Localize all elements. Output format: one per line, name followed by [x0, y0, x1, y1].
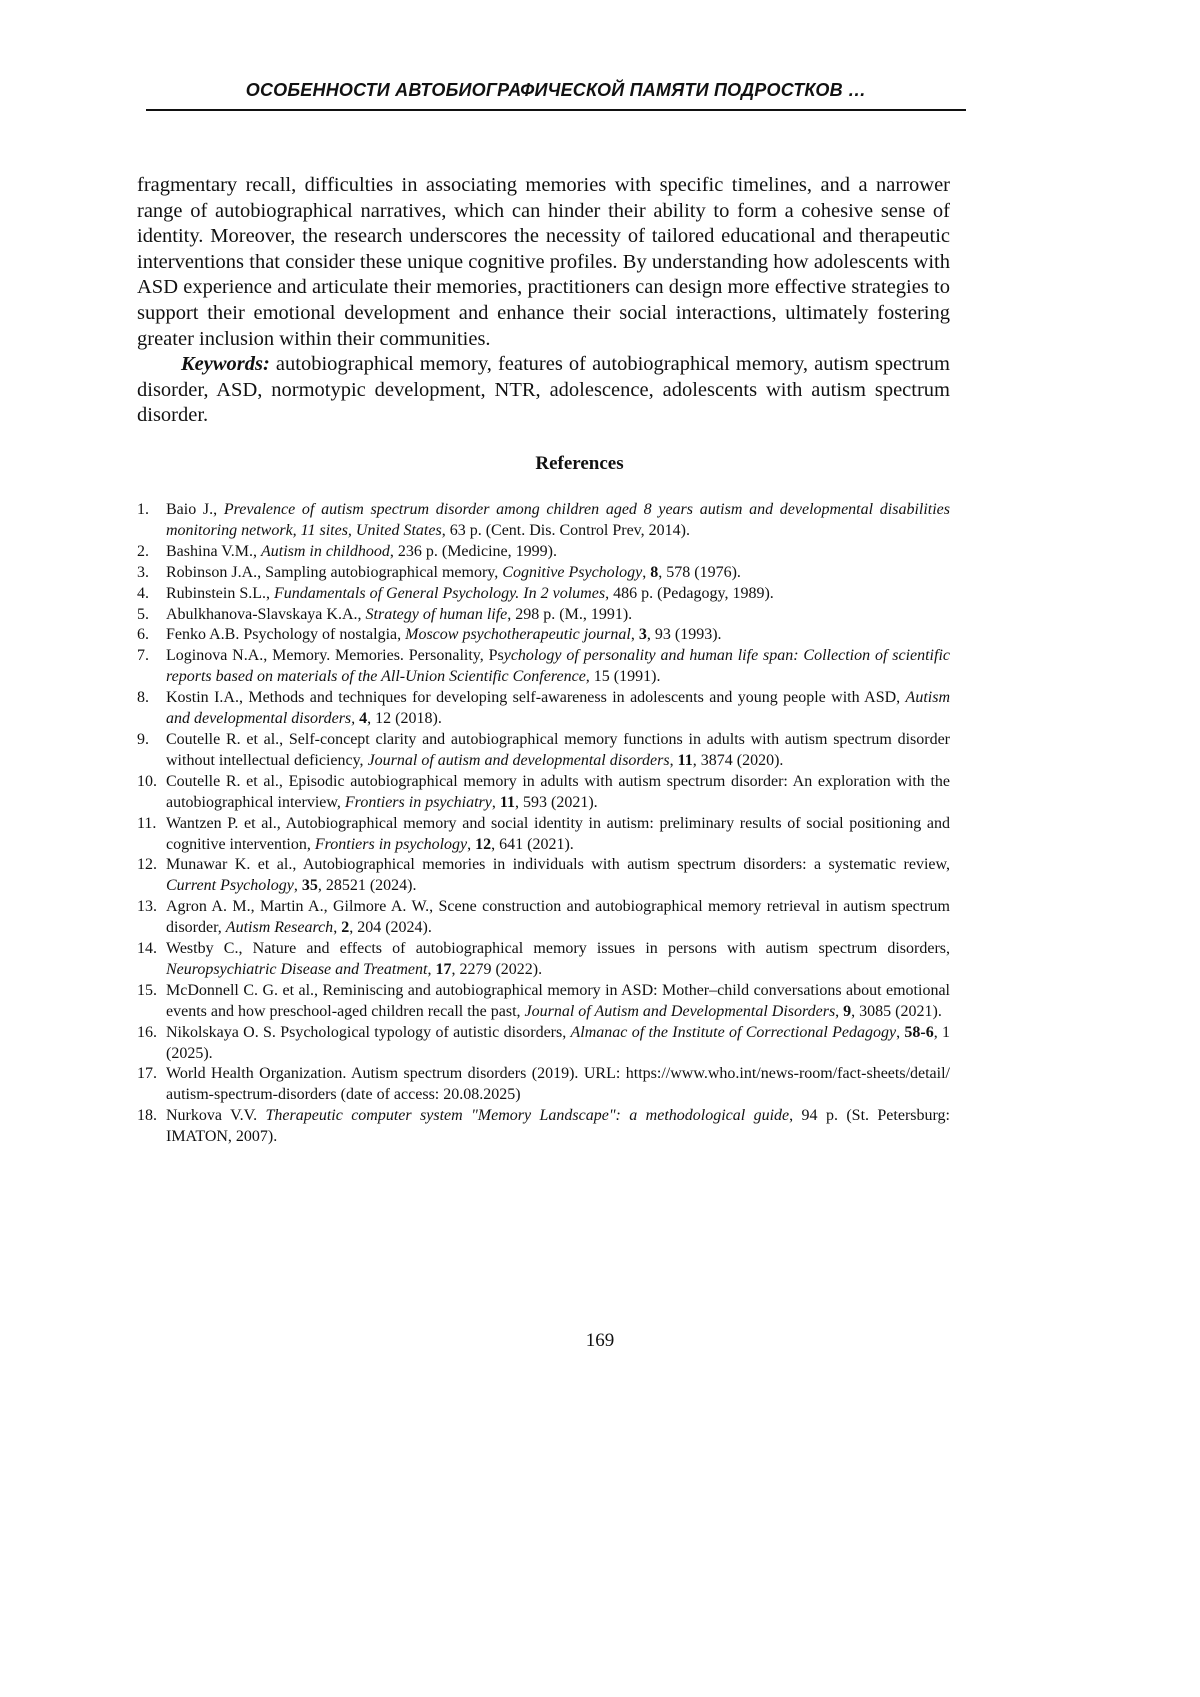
keywords-text: autobiographical memory, features of autobiographical memory, autism spectrum disorder, ASD, normotypic development, NTR, adolescence, adolescents with autism spectrum disorder. — [137, 353, 950, 426]
reference-text: , 641 (2021). — [491, 836, 574, 853]
reference-text: , 28521 (2024). — [318, 877, 417, 894]
reference-text: 58-6 — [904, 1024, 933, 1041]
reference-text: Wantzen P. et al., Autobiographical memory and social identity in autism: preliminary results of social positioning and cognitive intervention, — [166, 815, 950, 853]
reference-number: 5. — [137, 605, 149, 626]
reference-text: 17 — [435, 961, 451, 978]
reference-item — [137, 939, 950, 981]
reference-text: , — [670, 752, 678, 769]
header-rule — [146, 109, 966, 111]
reference-number: 2. — [137, 542, 149, 563]
reference-text: McDonnell C. G. et al., Reminiscing and autobiographical memory in ASD: Mother–child conversations about emotional events and how preschool-aged children recall the past, — [166, 982, 950, 1020]
reference-text: 3 — [639, 626, 647, 643]
reference-text: Journal of Autism and Developmental Disorders — [525, 1003, 836, 1020]
reference-text: , — [294, 877, 302, 894]
reference-number: 3. — [137, 563, 149, 584]
reference-text: 9 — [843, 1003, 851, 1020]
reference-number: 6. — [137, 625, 149, 646]
reference-text: Munawar K. et al., Autobiographical memories in individuals with autism spectrum disorders: a systematic review, — [166, 856, 950, 873]
reference-text: Rubinstein S.L., — [166, 585, 274, 602]
references-list — [137, 500, 950, 1148]
reference-item — [137, 981, 950, 1023]
reference-number: 10. — [137, 772, 157, 793]
reference-item — [137, 814, 950, 856]
reference-text: Autism in childhood — [261, 543, 390, 560]
reference-text: Coutelle R. et al., Episodic autobiographical memory in adults with autism spectrum disorder: An exploration with the autobiographical interview, — [166, 773, 950, 811]
reference-text: Cognitive Psychology — [502, 564, 642, 581]
reference-text: Robinson J.A., Sampling autobiographical memory, — [166, 564, 502, 581]
reference-text: Strategy of human life — [366, 606, 508, 623]
reference-text: 15 (1991). — [590, 668, 661, 685]
reference-text: , 94 p. (St. Petersburg: IMATON, 2007). — [166, 1107, 950, 1145]
reference-number: 17. — [137, 1064, 157, 1085]
running-title: ОСОБЕННОСТИ АВТОБИОГРАФИЧЕСКОЙ ПАМЯТИ ПОДРОСТКОВ … — [146, 80, 966, 101]
reference-item — [137, 500, 950, 542]
abstract-paragraph: fragmentary recall, difficulties in associating memories with specific timelines, and a narrower range of autobiographical narratives, which can hinder their ability to form a cohesive sense of identity. Moreover, the research underscores the necessity of tailored educational and therapeutic interventions that consider these unique cognitive profiles. By understanding how adolescents with ASD experience and articulate their memories, practitioners can design more effective strategies to support their emotional development and enhance their social interactions, ultimately fostering greater inclusion within their communities. — [137, 173, 950, 352]
reference-item — [137, 1023, 950, 1065]
reference-item — [137, 605, 950, 626]
reference-text: World Health Organization. Autism spectrum disorders (2019). URL: https://www.who.int/news-room/fact-sheets/detail/ autism-spectrum-disorders (date of access: 20.08.2025) — [166, 1065, 950, 1103]
reference-number: 11. — [137, 814, 156, 835]
reference-text: Nurkova V.V. — [166, 1107, 265, 1124]
reference-text: , — [427, 961, 435, 978]
reference-item — [137, 730, 950, 772]
reference-number: 15. — [137, 981, 157, 1002]
reference-text: Abulkhanova-Slavskaya K.A., — [166, 606, 366, 623]
reference-text: Prevalence of autism spectrum disorder among children aged 8 years autism and developmental disabilities monitoring network, 11 sites, United States — [166, 501, 950, 539]
reference-text: , 3085 (2021). — [851, 1003, 942, 1020]
reference-text: ychology of personality and human life span: Collection of scientific reports based on materials of the All-Union Scientific Conference, — [166, 647, 950, 685]
reference-text: 8 — [650, 564, 658, 581]
page-number: 169 — [0, 1330, 1200, 1352]
reference-item — [137, 1064, 950, 1106]
reference-item — [137, 855, 950, 897]
reference-text: , 2279 (2022). — [451, 961, 542, 978]
reference-text: Journal of autism and developmental disorders — [368, 752, 670, 769]
reference-item — [137, 772, 950, 814]
reference-text: Westby C., Nature and effects of autobiographical memory issues in persons with autism spectrum disorders, — [166, 940, 950, 957]
reference-text: , — [467, 836, 475, 853]
reference-text: Moscow psychotherapeutic journal — [405, 626, 631, 643]
reference-item — [137, 897, 950, 939]
reference-text: , 3874 (2020). — [693, 752, 784, 769]
reference-text: , 12 (2018). — [367, 710, 442, 727]
keywords-label: Keywords: — [181, 353, 270, 375]
reference-number: 18. — [137, 1106, 157, 1127]
reference-text: , 593 (2021). — [515, 794, 598, 811]
reference-item — [137, 563, 950, 584]
reference-text: Nikolskaya O. S. Psychological typology of autistic disorders, — [166, 1024, 571, 1041]
reference-text: Fundamentals of General Psychology. In 2 volumes — [274, 585, 605, 602]
reference-text: Almanac of the Institute of Correctional Pedagogy — [571, 1024, 897, 1041]
reference-text: , — [631, 626, 639, 643]
reference-text: 11 — [678, 752, 693, 769]
reference-number: 8. — [137, 688, 149, 709]
reference-number: 7. — [137, 646, 149, 667]
reference-number: 4. — [137, 584, 149, 605]
reference-text: , 204 (2024). — [349, 919, 432, 936]
reference-text: , 93 (1993). — [647, 626, 722, 643]
reference-item — [137, 688, 950, 730]
reference-number: 1. — [137, 500, 149, 521]
references-heading: References — [137, 453, 1022, 475]
reference-item — [137, 584, 950, 605]
reference-number: 9. — [137, 730, 149, 751]
reference-text: , 63 p. (Cent. Dis. Control Prev, 2014). — [442, 522, 690, 539]
reference-text: 2 — [341, 919, 349, 936]
reference-text: Frontiers in psychology — [315, 836, 467, 853]
reference-text: , 578 (1976). — [658, 564, 741, 581]
reference-text: Bashina V.M., — [166, 543, 261, 560]
journal-page — [0, 0, 1200, 1697]
reference-text: , — [492, 794, 500, 811]
reference-text: Frontiers in psychiatry — [345, 794, 492, 811]
reference-text: , 236 p. (Medicine, 1999). — [390, 543, 557, 560]
reference-text: , 298 p. (M., 1991). — [507, 606, 632, 623]
reference-number: 12. — [137, 855, 157, 876]
reference-text: 4 — [359, 710, 367, 727]
reference-text: Kostin I.A., Methods and techniques for developing self-awareness in adolescents and young people with ASD, — [166, 689, 906, 706]
reference-text: 12 — [475, 836, 491, 853]
reference-text: Neuropsychiatric Disease and Treatment — [166, 961, 427, 978]
reference-text: , — [333, 919, 341, 936]
reference-number: 13. — [137, 897, 157, 918]
reference-text: Baio J., — [166, 501, 224, 518]
reference-number: 14. — [137, 939, 157, 960]
reference-item — [137, 542, 950, 563]
reference-text: Autism and developmental disorders, — [166, 689, 950, 727]
reference-text: Autism Research — [226, 919, 333, 936]
reference-text: , — [835, 1003, 843, 1020]
reference-text: Therapeutic computer system "Memory Landscape": a methodological guide — [265, 1107, 789, 1124]
reference-item — [137, 1106, 950, 1148]
reference-text: Coutelle R. et al., Self-concept clarity and autobiographical memory functions in adults with autism spectrum disorder without intellectual deficiency, — [166, 731, 950, 769]
reference-text: Current Psychology — [166, 877, 294, 894]
reference-text: 11 — [500, 794, 515, 811]
reference-text: , 486 p. (Pedagogy, 1989). — [605, 585, 774, 602]
reference-text: , 1 (2025). — [166, 1024, 950, 1062]
abstract-body — [137, 173, 950, 429]
reference-text: Agron A. M., Martin A., Gilmore A. W., Scene construction and autobiographical memory retrieval in autism spectrum disorder, — [166, 898, 950, 936]
reference-item — [137, 625, 950, 646]
reference-text: Fenko A.B. Psychology of nostalgia, — [166, 626, 405, 643]
reference-text: 35 — [302, 877, 318, 894]
keywords-paragraph — [137, 352, 950, 429]
reference-text: , — [896, 1024, 904, 1041]
reference-number: 16. — [137, 1023, 157, 1044]
reference-text: , — [642, 564, 650, 581]
reference-item — [137, 646, 950, 688]
reference-text: Loginova N.A., Memory. Memories. Personality, Ps — [166, 647, 504, 664]
